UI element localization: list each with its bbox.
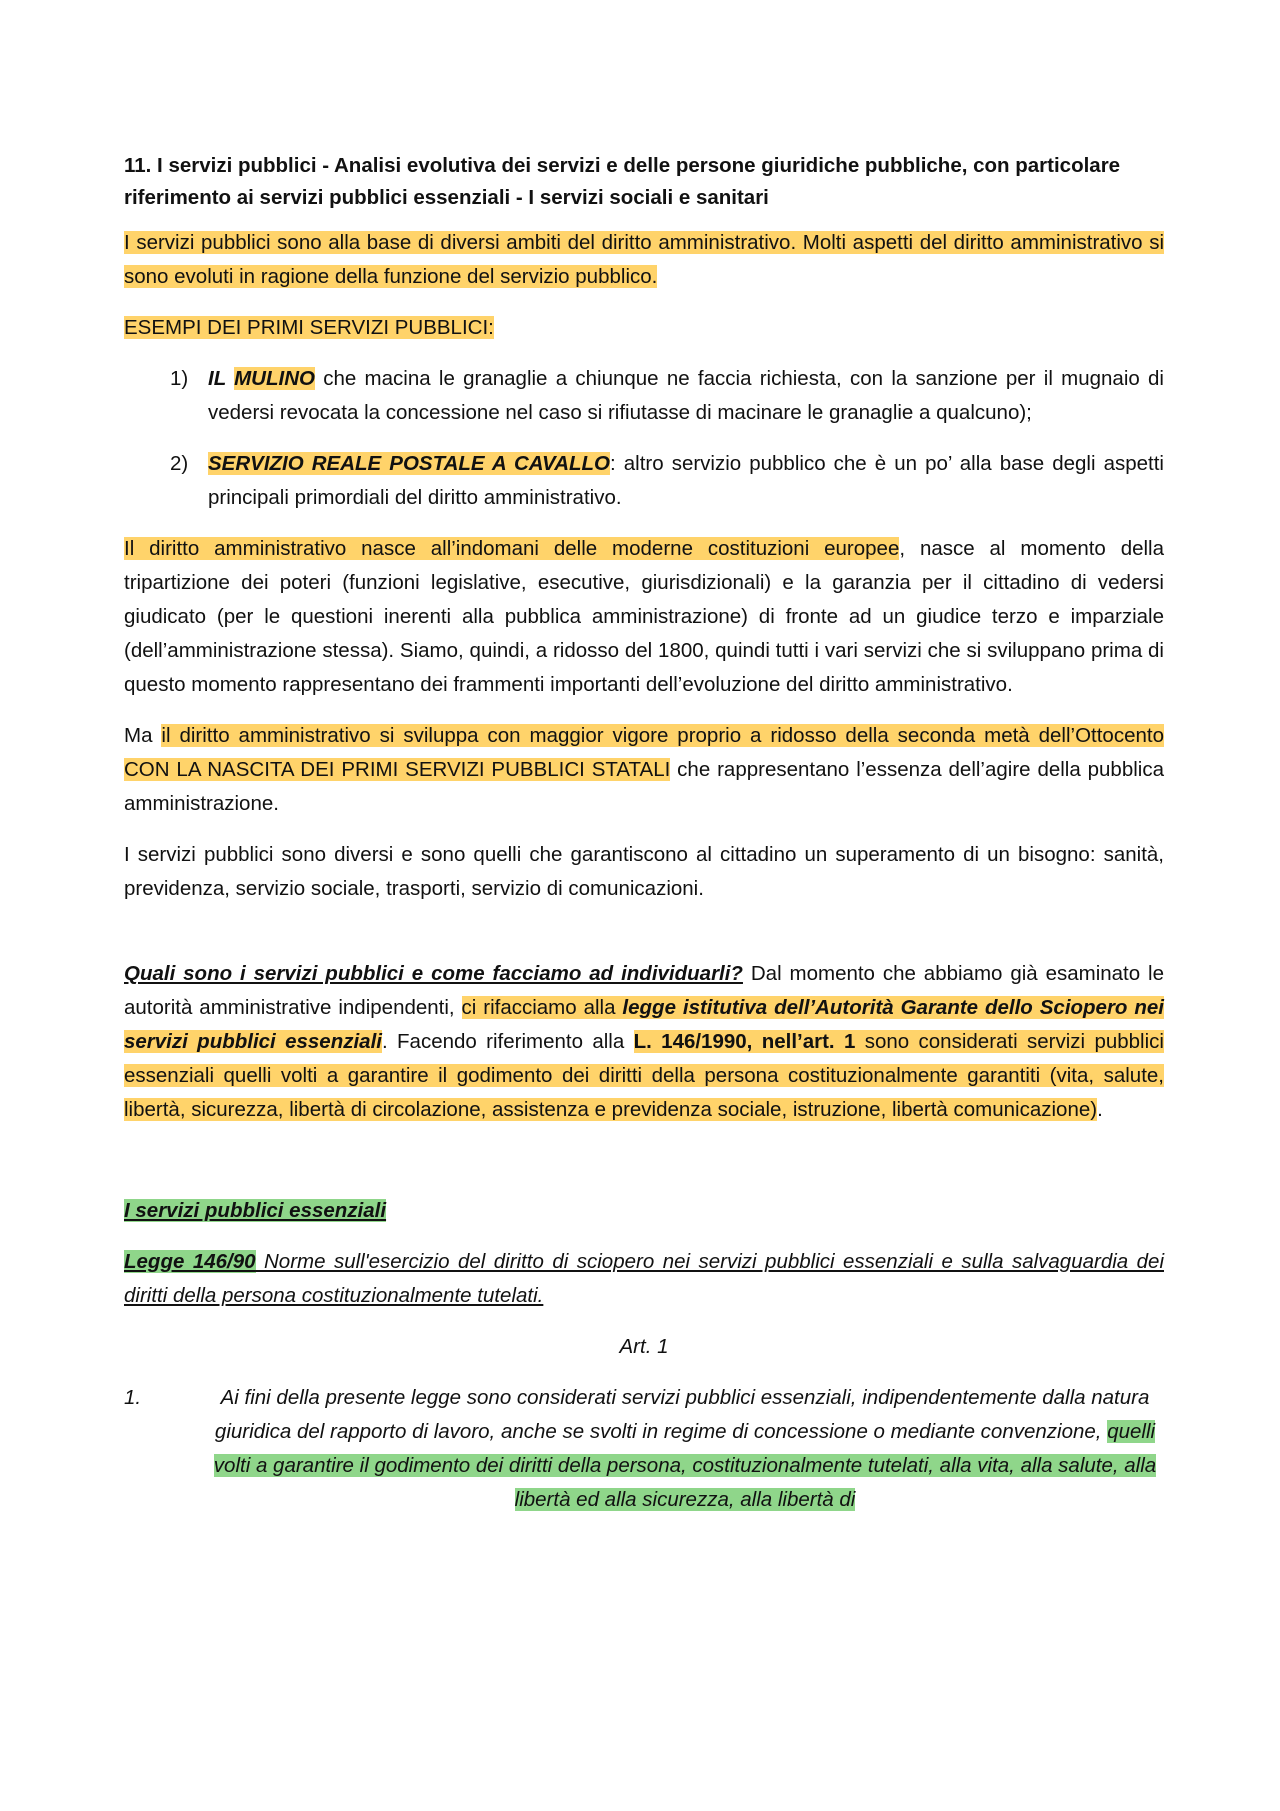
paragraph-text: , nasce al momento della tripartizione dei poteri (funzioni legislative, esecutive, giurisdizionali) e la garanzia per il cittadino di vedersi giudicato (per le questioni inerenti alla pubblica amministrazione) di fronte ad un giudice terzo e imparziale (dell’amministrazione stessa). Siamo, quindi, a ridosso del 1800, quindi tutti i vari servizi che si sviluppano prima di questo momento rappresentano dei frammenti importanti dell’evoluzione del diritto amministrativo. <box>124 537 1165 696</box>
article-item <box>124 1381 1164 1517</box>
paragraph-ottocento <box>124 719 1164 821</box>
section-heading <box>124 1194 1164 1228</box>
article-item-highlight: quelli volti a garantire il godimento dei diritti della persona, costituzionalmente tutelati, alla vita, alla salute, alla libertà ed alla sicurezza, alla libertà di <box>213 1420 1157 1511</box>
list-item <box>124 362 1164 430</box>
paragraph-text: . Facendo riferimento alla <box>381 1030 634 1053</box>
paragraph-text: che rappresentano l’essenza dell’agire della pubblica amministrazione. <box>124 758 1164 815</box>
spacer <box>124 1144 1164 1194</box>
example-text: : altro servizio pubblico che è un po’ alla base degli aspetti principali primordiali del diritto amministrativo. <box>208 452 1164 509</box>
legge-description: Norme sull'esercizio del diritto di sciopero nei servizi pubblici essenziali e sulla salvaguardia dei diritti della persona costituzionalmente tutelati. <box>124 1250 1164 1307</box>
list-item-number: 2) <box>170 452 189 475</box>
paragraph-highlight: sono considerati servizi pubblici essenziali quelli volti a garantire il godimento dei diritti della persona costituzionalmente garantiti (vita, salute, libertà, sicurezza, libertà di circolazione, assistenza e previdenza sociale, istruzione, libertà comunicazione) <box>124 1030 1164 1121</box>
examples-list <box>124 362 1164 515</box>
list-item-number: 1) <box>170 367 189 390</box>
question-text: Quali sono i servizi pubblici e come facciamo ad individuarli? <box>124 962 743 985</box>
intro-highlight: I servizi pubblici sono alla base di diversi ambiti del diritto amministrativo. Molti aspetti del diritto amministrativo si sono evoluti in ragione della funzione del servizio pubblico. <box>124 231 1164 288</box>
example-lead-servizio-postale: SERVIZIO REALE POSTALE A CAVALLO <box>208 452 610 475</box>
article-item-text: Ai fini della presente legge sono considerati servizi pubblici essenziali, indipendentemente dalla natura giuridica del rapporto di lavoro, anche se svolti in regime di concessione o mediante convenzione, <box>214 1386 1150 1443</box>
law-name-highlight: legge istitutiva dell’Autorità Garante dello Sciopero nei servizi pubblici essenziali <box>124 996 1164 1053</box>
examples-heading-text: ESEMPI DEI PRIMI SERVIZI PUBBLICI: <box>124 316 494 339</box>
paragraph-quali-servizi <box>124 957 1164 1127</box>
paragraph-text-end: . <box>1097 1098 1103 1121</box>
intro-paragraph <box>124 226 1164 294</box>
paragraph-text-start: Ma <box>124 724 162 747</box>
legge-title <box>124 1245 1164 1313</box>
paragraph-highlight: Il diritto amministrativo nasce all’indomani delle moderne costituzioni europee <box>124 537 900 560</box>
spacer <box>124 923 1164 957</box>
example-lead-prefix: IL <box>208 367 235 390</box>
legge-name: Legge 146/90 <box>124 1250 256 1273</box>
paragraph-highlight: il diritto amministrativo si sviluppa con maggior vigore proprio a ridosso della seconda metà dell’Ottocento CON LA NASCITA DEI PRIMI SERVIZI PUBBLICI STATALI <box>124 724 1164 781</box>
article-item-number: 1. <box>124 1386 142 1409</box>
example-text: che macina le granaglie a chiunque ne faccia richiesta, con la sanzione per il mugnaio di vedersi revocata la concessione nel caso si rifiutasse di macinare le granaglie a qualcuno); <box>208 367 1164 424</box>
article-title: Art. 1 <box>619 1335 669 1358</box>
document-page <box>124 150 1164 1517</box>
list-item <box>124 447 1164 515</box>
paragraph-servizi-pubblici: I servizi pubblici sono diversi e sono quelli che garantiscono al cittadino un superamento di un bisogno: sanità, previdenza, servizio sociale, trasporti, servizio di comunicazioni. <box>124 843 1164 900</box>
page-title: 11. I servizi pubblici - Analisi evolutiva dei servizi e delle persone giuridiche pubbliche, con particolare riferimento ai servizi pubblici essenziali - I servizi sociali e sanitari <box>124 154 1121 209</box>
paragraph-diritto-amministrativo <box>124 532 1164 702</box>
paragraph-highlight: ci rifacciamo alla <box>461 996 623 1019</box>
examples-heading <box>124 311 1164 345</box>
example-lead-mulino: MULINO <box>234 367 315 390</box>
section-heading-text: I servizi pubblici essenziali <box>124 1199 387 1222</box>
law-reference: L. 146/1990, nell’art. 1 <box>633 1030 856 1053</box>
paragraph-text: Dal momento che abbiamo già esaminato le autorità amministrative indipendenti, <box>124 962 1164 1019</box>
